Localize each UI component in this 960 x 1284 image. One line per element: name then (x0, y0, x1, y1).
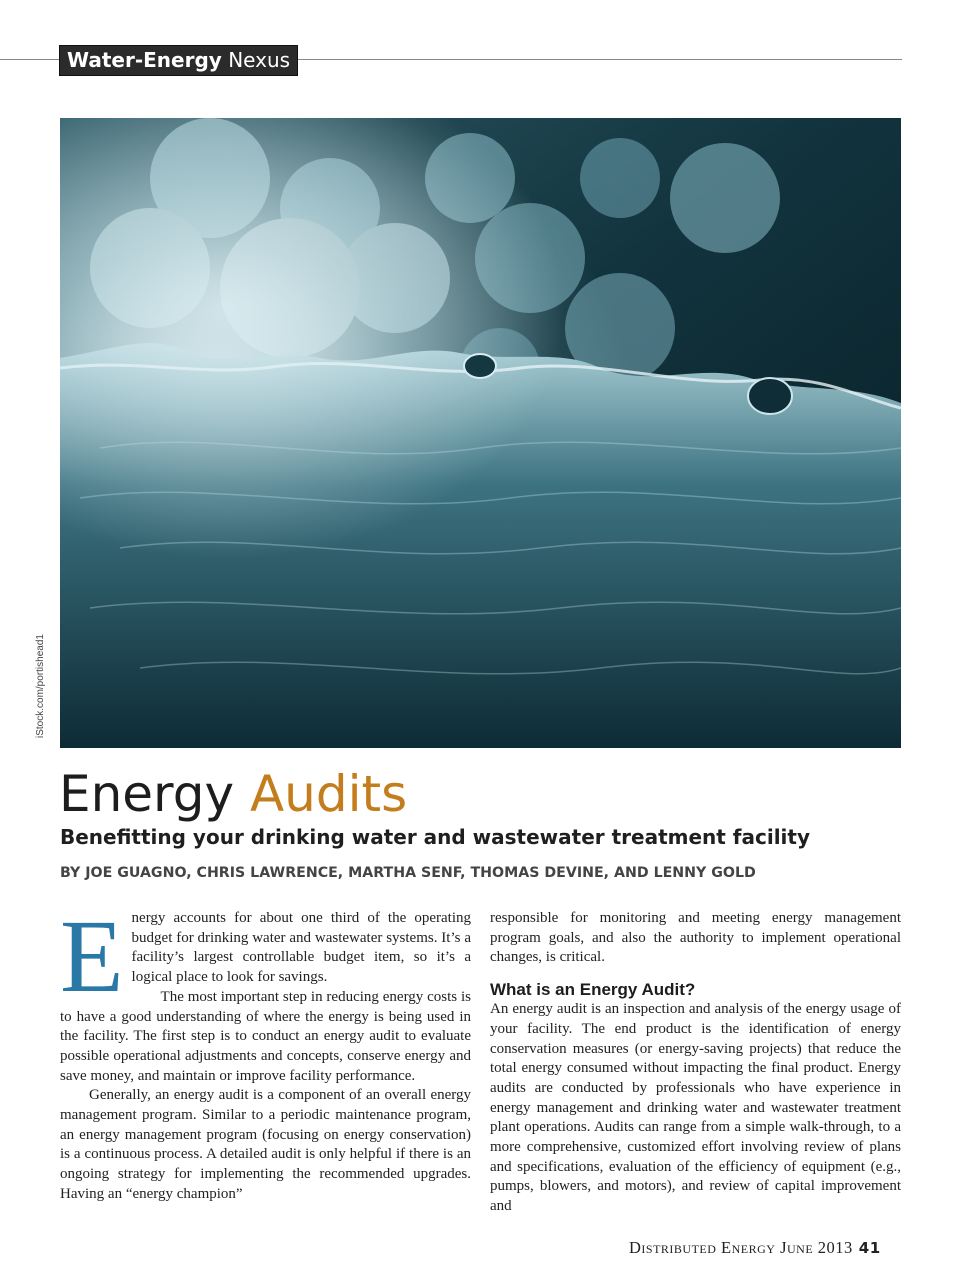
paragraph-intro (60, 899, 471, 1014)
article-subtitle: Benefitting your drinking water and wastewater treatment facility (60, 825, 811, 849)
column-right (490, 909, 901, 1217)
section-tag-light: Nexus (228, 48, 291, 72)
article-title (59, 760, 407, 828)
paragraph-intro-text: nergy accounts for about one third of the operating budget for drinking water and wastewater systems. It’s a facility’s largest controllable budget item, so it’s a logical place to look for savings. (131, 910, 471, 986)
paragraph-2: The most important step in reducing energy costs is to have a good understanding of where the energy is being used in the facility. The first step is to conduct an energy audit to evaluate possible operational adjustments and concepts, conserve energy and save money, and maintain or improve facility performance. (60, 988, 471, 1084)
paragraph-3: Generally, an energy audit is a component of an overall energy management program. Similar to a periodic maintenance program, an energy management program (focusing on energy conservation) is a continuous process. A detailed audit is only helpful if there is an ongoing strategy for implementing the recommended upgrades. Having an “energy champion” (60, 1087, 471, 1202)
byline: BY JOE GUAGNO, CHRIS LAWRENCE, MARTHA SENF, THOMAS DEVINE, AND LENNY GOLD (60, 865, 756, 881)
section-tag (59, 45, 298, 76)
page-number: 41 (858, 1239, 881, 1257)
publication-name: Distributed Energy June 2013 (629, 1238, 853, 1257)
section-heading: What is an Energy Audit? (490, 980, 696, 1000)
paragraph-4: responsible for monitoring and meeting energy management program goals, and also the authority to implement operational changes, is critical. (490, 910, 901, 966)
page-footer (629, 1237, 881, 1259)
hero-photo (60, 118, 901, 748)
section-tag-bold: Water-Energy (67, 48, 222, 72)
photo-credit: iStock.com/portishead1 (35, 634, 46, 738)
water-splash-image (60, 118, 901, 748)
title-main: Energy (59, 765, 235, 823)
title-accent: Audits (249, 765, 408, 823)
column-left (60, 899, 471, 1205)
paragraph-5: An energy audit is an inspection and analysis of the energy usage of your facility. The end product is the identification of energy conservation measures (or energy-saving projects) that reduce the total energy consumed without impacting the final product. Energy audits are conducted by professionals who have experience in energy management and drinking water and wastewater treatment plant operations. Audits can range from a simple walk-through, to a more comprehensive, customized effort involving review of plans and specifications, evaluation of the efficiency of equipment (e.g., pumps, blowers, and motors), and review of capital improvement and (490, 1001, 901, 1215)
drop-cap: E (60, 899, 124, 1014)
